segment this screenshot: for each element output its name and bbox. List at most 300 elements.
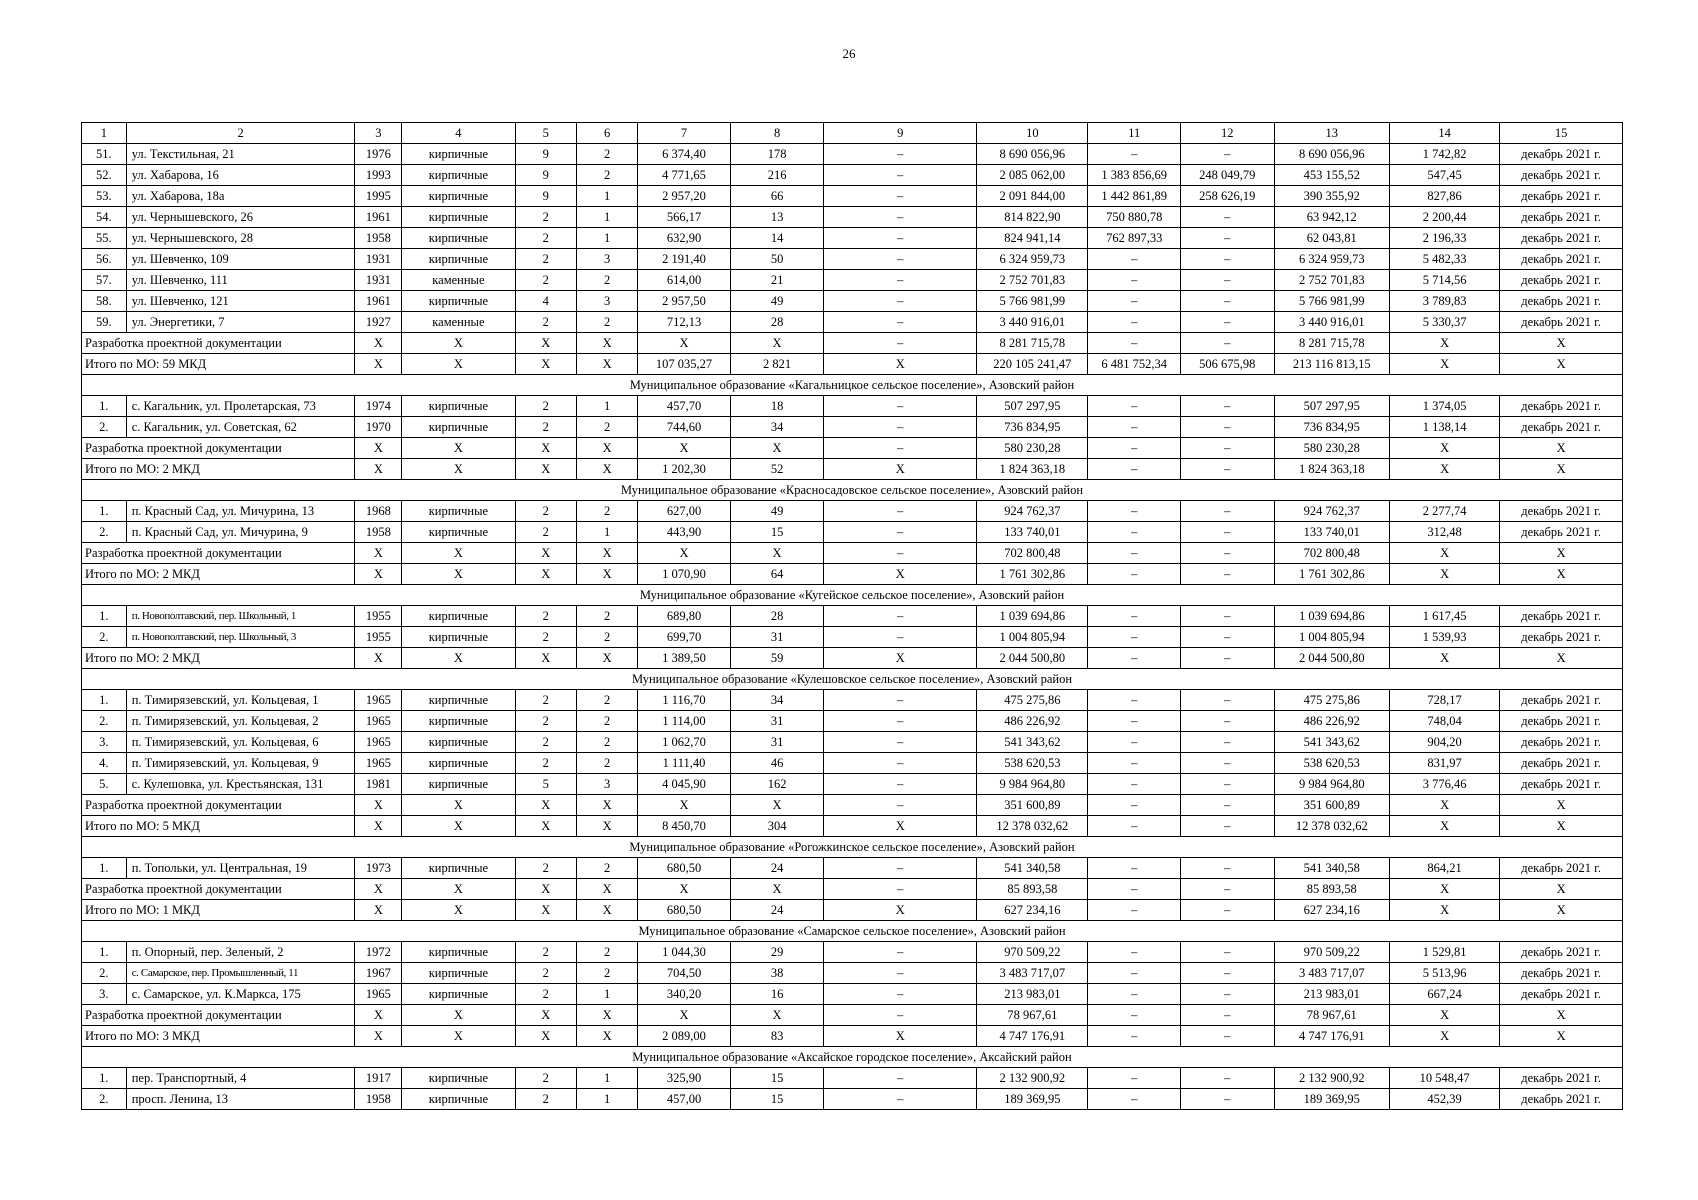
table-cell: декабрь 2021 г. <box>1500 186 1623 207</box>
table-cell: декабрь 2021 г. <box>1500 858 1623 879</box>
address-cell: с. Кагальник, ул. Советская, 62 <box>126 417 355 438</box>
table-cell: кирпичные <box>402 1089 515 1110</box>
table-cell: 16 <box>730 984 824 1005</box>
table-cell: X <box>515 1026 576 1047</box>
table-cell: декабрь 2021 г. <box>1500 606 1623 627</box>
table-cell: 1 202,30 <box>638 459 731 480</box>
table-cell: – <box>1088 438 1181 459</box>
table-cell: 2 196,33 <box>1389 228 1499 249</box>
address-cell: ул. Чернышевского, 28 <box>126 228 355 249</box>
table-cell: – <box>1088 291 1181 312</box>
address-cell: п. Опорный, пер. Зеленый, 2 <box>126 942 355 963</box>
table-cell: 1973 <box>355 858 402 879</box>
table-row <box>82 396 1623 417</box>
address-cell: с. Самарское, ул. К.Маркса, 175 <box>126 984 355 1005</box>
table-cell: X <box>1389 543 1499 564</box>
table-cell: – <box>1180 207 1274 228</box>
header-cell: 3 <box>355 123 402 144</box>
section-header-row <box>82 1047 1623 1068</box>
table-cell: 2 <box>515 963 576 984</box>
table-cell: 2 <box>515 711 576 732</box>
table-cell: кирпичные <box>402 942 515 963</box>
table-cell: 2 <box>515 1068 576 1089</box>
table-cell: – <box>1180 606 1274 627</box>
row-number: 1. <box>82 501 127 522</box>
table-cell: – <box>824 774 977 795</box>
table-cell: 28 <box>730 312 824 333</box>
table-cell: X <box>515 354 576 375</box>
table-cell: 744,60 <box>638 417 731 438</box>
table-cell: X <box>730 1005 824 1026</box>
table-cell: 2 <box>576 753 637 774</box>
table-cell: X <box>576 333 637 354</box>
table-cell: 627,00 <box>638 501 731 522</box>
header-cell: 7 <box>638 123 731 144</box>
table-cell: 15 <box>730 1089 824 1110</box>
table-cell: 1 383 856,69 <box>1088 165 1181 186</box>
table-cell: 1 004 805,94 <box>1274 627 1389 648</box>
table-cell: – <box>1180 564 1274 585</box>
table-cell: 924 762,37 <box>977 501 1088 522</box>
table-cell: 2 821 <box>730 354 824 375</box>
table-cell: кирпичные <box>402 165 515 186</box>
table-cell: 541 343,62 <box>1274 732 1389 753</box>
table-cell: X <box>1389 1005 1499 1026</box>
table-cell: 2 <box>576 417 637 438</box>
table-cell: 702 800,48 <box>1274 543 1389 564</box>
table-cell: – <box>824 627 977 648</box>
table-cell: 547,45 <box>1389 165 1499 186</box>
table-cell: декабрь 2021 г. <box>1500 417 1623 438</box>
table-cell: – <box>1180 795 1274 816</box>
table-cell: 1917 <box>355 1068 402 1089</box>
table-cell: 1 <box>576 396 637 417</box>
table-cell: 5 330,37 <box>1389 312 1499 333</box>
table-cell: X <box>355 1026 402 1047</box>
table-cell: 62 043,81 <box>1274 228 1389 249</box>
summary-label: Итого по МО: 2 МКД <box>82 648 355 669</box>
summary-label: Разработка проектной документации <box>82 438 355 459</box>
table-cell: 1 389,50 <box>638 648 731 669</box>
table-cell: 2 200,44 <box>1389 207 1499 228</box>
table-cell: 904,20 <box>1389 732 1499 753</box>
summary-row <box>82 543 1623 564</box>
table-cell: 704,50 <box>638 963 731 984</box>
row-number: 2. <box>82 627 127 648</box>
table-row <box>82 690 1623 711</box>
table-cell: 52 <box>730 459 824 480</box>
table-cell: – <box>824 984 977 1005</box>
table-cell: X <box>1500 879 1623 900</box>
table-cell: 1 761 302,86 <box>1274 564 1389 585</box>
table-cell: X <box>1389 459 1499 480</box>
table-cell: – <box>1180 1026 1274 1047</box>
table-cell: – <box>824 606 977 627</box>
table-cell: 213 983,01 <box>1274 984 1389 1005</box>
table-cell: 3 440 916,01 <box>977 312 1088 333</box>
table-cell: – <box>824 186 977 207</box>
table-cell: 680,50 <box>638 858 731 879</box>
table-cell: 541 340,58 <box>1274 858 1389 879</box>
table-cell: X <box>355 438 402 459</box>
table-cell: X <box>1389 564 1499 585</box>
address-cell: просп. Ленина, 13 <box>126 1089 355 1110</box>
table-cell: X <box>576 459 637 480</box>
table-cell: 736 834,95 <box>977 417 1088 438</box>
table-cell: – <box>1180 1068 1274 1089</box>
summary-row <box>82 1026 1623 1047</box>
table-cell: кирпичные <box>402 228 515 249</box>
table-cell: кирпичные <box>402 627 515 648</box>
table-cell: 541 340,58 <box>977 858 1088 879</box>
summary-row <box>82 1005 1623 1026</box>
header-cell: 9 <box>824 123 977 144</box>
table-cell: – <box>1180 396 1274 417</box>
table-cell: декабрь 2021 г. <box>1500 627 1623 648</box>
table-cell: X <box>355 795 402 816</box>
address-cell: п. Тимирязевский, ул. Кольцевая, 6 <box>126 732 355 753</box>
table-cell: – <box>1088 333 1181 354</box>
table-cell: кирпичные <box>402 291 515 312</box>
table-cell: 627 234,16 <box>977 900 1088 921</box>
table-cell: X <box>402 354 515 375</box>
section-title: Муниципальное образование «Аксайское городское поселение», Аксайский район <box>82 1047 1623 1068</box>
table-cell: – <box>1180 501 1274 522</box>
table-cell: X <box>402 1005 515 1026</box>
table-cell: 1 116,70 <box>638 690 731 711</box>
table-cell: декабрь 2021 г. <box>1500 144 1623 165</box>
table-cell: 133 740,01 <box>1274 522 1389 543</box>
header-cell: 6 <box>576 123 637 144</box>
table-cell: 3 776,46 <box>1389 774 1499 795</box>
summary-row <box>82 879 1623 900</box>
table-cell: – <box>1180 984 1274 1005</box>
table-cell: декабрь 2021 г. <box>1500 165 1623 186</box>
table-cell: 1 <box>576 984 637 1005</box>
table-cell: 1 <box>576 522 637 543</box>
table-cell: – <box>1088 732 1181 753</box>
table-cell: 2 <box>515 396 576 417</box>
table-cell: 814 822,90 <box>977 207 1088 228</box>
table-cell: X <box>355 1005 402 1026</box>
table-cell: 5 <box>515 774 576 795</box>
address-cell: ул. Хабарова, 16 <box>126 165 355 186</box>
table-cell: 2 <box>576 501 637 522</box>
table-cell: – <box>824 417 977 438</box>
table-cell: 2 <box>515 627 576 648</box>
table-cell: 2 <box>515 270 576 291</box>
summary-label: Разработка проектной документации <box>82 333 355 354</box>
table-cell: 1968 <box>355 501 402 522</box>
table-cell: 2 <box>515 1089 576 1110</box>
table-cell: X <box>402 564 515 585</box>
table-cell: X <box>824 1026 977 1047</box>
table-cell: 827,86 <box>1389 186 1499 207</box>
table-cell: X <box>355 354 402 375</box>
table-cell: 3 440 916,01 <box>1274 312 1389 333</box>
table-cell: X <box>355 564 402 585</box>
table-cell: 2 044 500,80 <box>1274 648 1389 669</box>
table-cell: – <box>824 312 977 333</box>
table-cell: 4 747 176,91 <box>1274 1026 1389 1047</box>
table-cell: – <box>824 732 977 753</box>
table-cell: 1965 <box>355 690 402 711</box>
row-number: 58. <box>82 291 127 312</box>
address-cell: ул. Текстильная, 21 <box>126 144 355 165</box>
table-cell: 702 800,48 <box>977 543 1088 564</box>
table-cell: – <box>824 207 977 228</box>
table-row <box>82 228 1623 249</box>
table-cell: 162 <box>730 774 824 795</box>
table-row <box>82 1068 1623 1089</box>
table-row <box>82 186 1623 207</box>
table-cell: 15 <box>730 522 824 543</box>
address-cell: с. Кагальник, ул. Пролетарская, 73 <box>126 396 355 417</box>
table-cell: – <box>1180 228 1274 249</box>
header-cell: 11 <box>1088 123 1181 144</box>
table-cell: 63 942,12 <box>1274 207 1389 228</box>
table-cell: 3 483 717,07 <box>1274 963 1389 984</box>
table-cell: – <box>1088 711 1181 732</box>
table-cell: – <box>824 438 977 459</box>
table-cell: 667,24 <box>1389 984 1499 1005</box>
table-cell: 9 <box>515 165 576 186</box>
table-cell: 728,17 <box>1389 690 1499 711</box>
table-cell: 1955 <box>355 627 402 648</box>
table-cell: 5 482,33 <box>1389 249 1499 270</box>
table-row <box>82 606 1623 627</box>
table-cell: декабрь 2021 г. <box>1500 396 1623 417</box>
table-cell: 1974 <box>355 396 402 417</box>
table-cell: 507 297,95 <box>977 396 1088 417</box>
table-cell: 178 <box>730 144 824 165</box>
table-cell: – <box>824 249 977 270</box>
table-cell: X <box>1500 438 1623 459</box>
table-cell: кирпичные <box>402 396 515 417</box>
table-cell: 31 <box>730 711 824 732</box>
row-number: 52. <box>82 165 127 186</box>
table-cell: – <box>824 270 977 291</box>
table-cell: – <box>824 1005 977 1026</box>
table-cell: декабрь 2021 г. <box>1500 501 1623 522</box>
section-title: Муниципальное образование «Рогожкинское сельское поселение», Азовский район <box>82 837 1623 858</box>
table-cell: 46 <box>730 753 824 774</box>
table-cell: 3 789,83 <box>1389 291 1499 312</box>
table-row <box>82 207 1623 228</box>
table-cell: 1 044,30 <box>638 942 731 963</box>
table-cell: 1 539,93 <box>1389 627 1499 648</box>
table-cell: 824 941,14 <box>977 228 1088 249</box>
table-row <box>82 942 1623 963</box>
table-cell: декабрь 2021 г. <box>1500 963 1623 984</box>
table-cell: 3 <box>576 249 637 270</box>
address-cell: п. Тимирязевский, ул. Кольцевая, 1 <box>126 690 355 711</box>
table-cell: 1958 <box>355 228 402 249</box>
table-cell: – <box>1180 522 1274 543</box>
section-title: Муниципальное образование «Красносадовское сельское поселение», Азовский район <box>82 480 1623 501</box>
table-cell: – <box>1088 1089 1181 1110</box>
table-cell: X <box>1500 1026 1623 1047</box>
row-number: 1. <box>82 858 127 879</box>
table-cell: – <box>1180 879 1274 900</box>
table-cell: 340,20 <box>638 984 731 1005</box>
table-cell: декабрь 2021 г. <box>1500 207 1623 228</box>
table-cell: – <box>824 963 977 984</box>
section-header-row <box>82 585 1623 606</box>
table-cell: 1958 <box>355 522 402 543</box>
table-cell: 78 967,61 <box>977 1005 1088 1026</box>
table-cell: кирпичные <box>402 501 515 522</box>
table-cell: 680,50 <box>638 900 731 921</box>
table-cell: 31 <box>730 627 824 648</box>
table-cell: 2 <box>515 228 576 249</box>
table-cell: 1931 <box>355 249 402 270</box>
address-cell: ул. Шевченко, 121 <box>126 291 355 312</box>
table-cell: 566,17 <box>638 207 731 228</box>
table-cell: 28 <box>730 606 824 627</box>
table-cell: 1931 <box>355 270 402 291</box>
address-cell: с. Кулешовка, ул. Крестьянская, 131 <box>126 774 355 795</box>
table-cell: 8 690 056,96 <box>977 144 1088 165</box>
table-cell: – <box>1088 501 1181 522</box>
table-cell: X <box>1389 438 1499 459</box>
table-cell: X <box>355 333 402 354</box>
table-row <box>82 249 1623 270</box>
table-cell: декабрь 2021 г. <box>1500 228 1623 249</box>
table-cell: 2 <box>515 417 576 438</box>
table-cell: 2 <box>515 606 576 627</box>
table-cell: – <box>1088 522 1181 543</box>
table-cell: X <box>638 333 731 354</box>
table-row <box>82 144 1623 165</box>
table-cell: X <box>515 438 576 459</box>
table-cell: 1965 <box>355 711 402 732</box>
table-cell: декабрь 2021 г. <box>1500 774 1623 795</box>
table-row <box>82 165 1623 186</box>
table-cell: X <box>1389 900 1499 921</box>
table-cell: декабрь 2021 г. <box>1500 711 1623 732</box>
table-cell: X <box>1389 354 1499 375</box>
table-cell: 1 617,45 <box>1389 606 1499 627</box>
table-cell: 1 <box>576 1089 637 1110</box>
table-cell: 2 <box>576 732 637 753</box>
table-cell: 538 620,53 <box>977 753 1088 774</box>
table-cell: кирпичные <box>402 711 515 732</box>
table-cell: 2 <box>515 858 576 879</box>
table-cell: 486 226,92 <box>1274 711 1389 732</box>
table-cell: кирпичные <box>402 417 515 438</box>
table-cell: 3 <box>576 774 637 795</box>
table-cell: 1995 <box>355 186 402 207</box>
table-cell: – <box>824 879 977 900</box>
table-cell: X <box>638 438 731 459</box>
table-cell: X <box>576 354 637 375</box>
table-cell: 1 039 694,86 <box>1274 606 1389 627</box>
table-cell: X <box>402 333 515 354</box>
table-cell: X <box>638 1005 731 1026</box>
table-cell: X <box>824 564 977 585</box>
table-cell: X <box>730 333 824 354</box>
header-cell: 14 <box>1389 123 1499 144</box>
table-cell: кирпичные <box>402 522 515 543</box>
summary-row <box>82 648 1623 669</box>
table-cell: декабрь 2021 г. <box>1500 690 1623 711</box>
table-cell: 2 <box>515 690 576 711</box>
table-cell: – <box>1088 312 1181 333</box>
table-cell: – <box>1088 144 1181 165</box>
table-cell: 216 <box>730 165 824 186</box>
table-cell: 66 <box>730 186 824 207</box>
row-number: 53. <box>82 186 127 207</box>
table-cell: 1 442 861,89 <box>1088 186 1181 207</box>
table-row <box>82 711 1623 732</box>
summary-label: Итого по МО: 3 МКД <box>82 1026 355 1047</box>
table-cell: – <box>1180 543 1274 564</box>
table-cell: 970 509,22 <box>1274 942 1389 963</box>
table-cell: 9 <box>515 186 576 207</box>
summary-label: Итого по МО: 59 МКД <box>82 354 355 375</box>
table-cell: 1 138,14 <box>1389 417 1499 438</box>
row-number: 3. <box>82 732 127 753</box>
table-cell: 1981 <box>355 774 402 795</box>
table-cell: 1 824 363,18 <box>1274 459 1389 480</box>
table-cell: X <box>576 438 637 459</box>
table-cell: 5 766 981,99 <box>977 291 1088 312</box>
row-number: 57. <box>82 270 127 291</box>
row-number: 55. <box>82 228 127 249</box>
table-cell: кирпичные <box>402 690 515 711</box>
table-cell: X <box>355 879 402 900</box>
table-cell: X <box>1500 564 1623 585</box>
table-row <box>82 984 1623 1005</box>
table-cell: – <box>824 711 977 732</box>
row-number: 1. <box>82 942 127 963</box>
table-cell: – <box>1180 858 1274 879</box>
table-cell: – <box>1088 606 1181 627</box>
table-cell: 2 277,74 <box>1389 501 1499 522</box>
table-cell: кирпичные <box>402 963 515 984</box>
table-row <box>82 522 1623 543</box>
address-cell: п. Тимирязевский, ул. Кольцевая, 9 <box>126 753 355 774</box>
table-cell: 2 044 500,80 <box>977 648 1088 669</box>
table-cell: – <box>1088 816 1181 837</box>
table-cell: 627 234,16 <box>1274 900 1389 921</box>
table-cell: – <box>824 396 977 417</box>
table-cell: X <box>824 459 977 480</box>
table-cell: 2 <box>576 606 637 627</box>
table-cell: 24 <box>730 900 824 921</box>
table-cell: 2 <box>515 522 576 543</box>
table-cell: 83 <box>730 1026 824 1047</box>
table-cell: X <box>576 1026 637 1047</box>
table-cell: 475 275,86 <box>977 690 1088 711</box>
table-cell: 507 297,95 <box>1274 396 1389 417</box>
summary-row <box>82 438 1623 459</box>
table-cell: каменные <box>402 312 515 333</box>
table-cell: – <box>1180 1005 1274 1026</box>
table-cell: 1965 <box>355 984 402 1005</box>
table-cell: 1965 <box>355 753 402 774</box>
table-cell: 4 045,90 <box>638 774 731 795</box>
table-cell: 1965 <box>355 732 402 753</box>
section-header-row <box>82 480 1623 501</box>
table-cell: – <box>1088 963 1181 984</box>
table-cell: 304 <box>730 816 824 837</box>
table-cell: кирпичные <box>402 984 515 1005</box>
section-header-row <box>82 669 1623 690</box>
table-cell: – <box>1180 1089 1274 1110</box>
table-cell: 1 062,70 <box>638 732 731 753</box>
